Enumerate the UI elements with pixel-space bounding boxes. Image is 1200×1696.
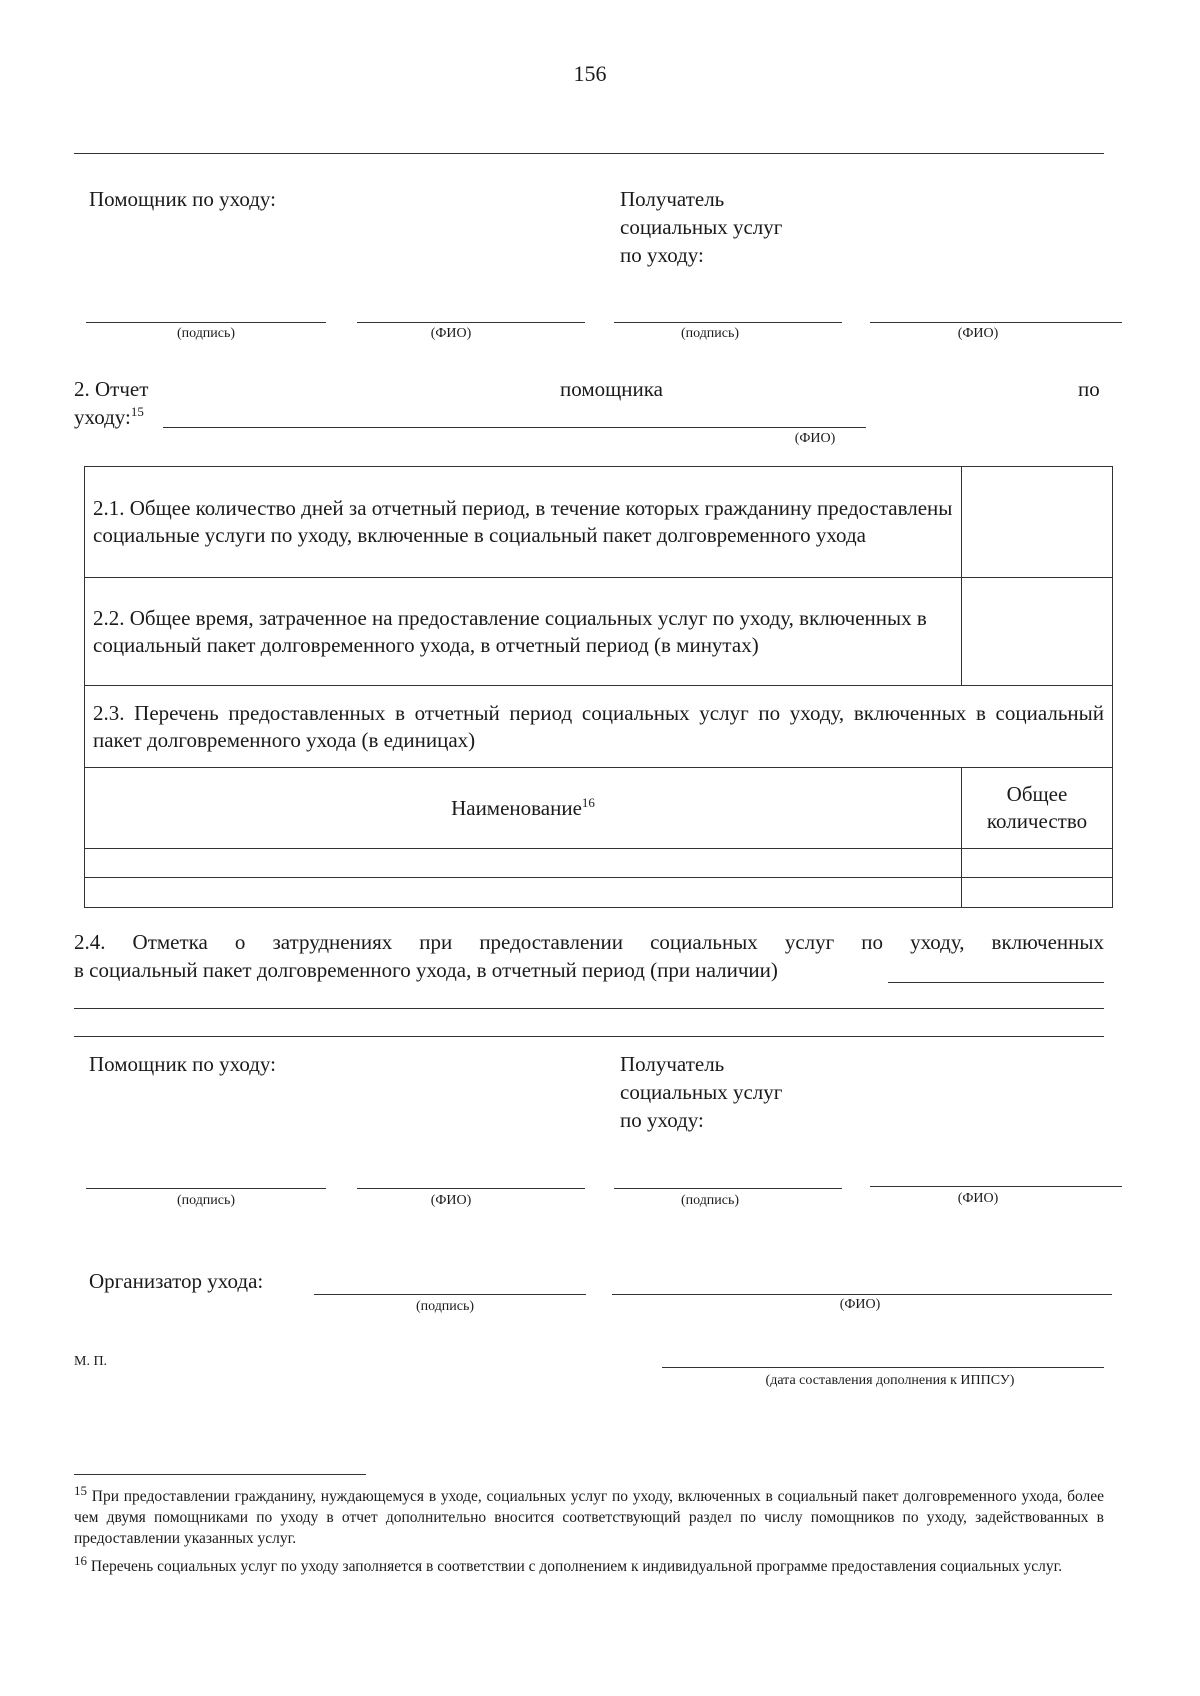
assistant-label: Помощник по уходу:	[89, 1052, 276, 1076]
footnote-16: $^{16}$ Перечень социальных услуг по уходу заполняется в соответствии с дополнением к индивидуальной программе предоставления социальных услуг.	[74, 1552, 1063, 1575]
signature-line	[86, 322, 326, 323]
table-row	[85, 686, 1113, 768]
row-2-2-label: 2.2. Общее время, затраченное на предоставление социальных услуг по уходу, включенных в социальный пакет долговременного ухода, в отчетный период (в минутах)	[85, 578, 962, 686]
top-rule	[74, 153, 1104, 154]
table-header-row	[85, 768, 1113, 849]
row-2-1-label: 2.1. Общее количество дней за отчетный период, в течение которых гражданину предоставлены социальные услуги по уходу, включенные в социальный пакет долговременного ухода	[85, 467, 962, 578]
row-2-2-value[interactable]	[962, 578, 1113, 686]
date-caption: (дата составления дополнения к ИППСУ)	[765, 1373, 1015, 1388]
caption-signature: (подпись)	[680, 326, 740, 341]
signature-line	[614, 1188, 842, 1189]
service-name-cell[interactable]	[85, 878, 962, 908]
caption-signature: (подпись)	[680, 1193, 740, 1208]
signature-line	[614, 322, 842, 323]
difficulties-line	[888, 982, 1104, 983]
section2-word1: 2. Отчет	[74, 377, 149, 401]
organizer-label: Организатор ухода:	[89, 1269, 264, 1293]
column-name-header: Наименование$^{16}$	[85, 768, 962, 849]
section2-word3: по	[1078, 377, 1100, 401]
service-name-cell[interactable]	[85, 849, 962, 878]
section2-word2: помощника	[560, 377, 663, 401]
service-total-cell[interactable]	[962, 849, 1113, 878]
recipient-label: Получатель социальных услуг по уходу:	[620, 1052, 783, 1132]
caption-fio: (ФИО)	[957, 1191, 999, 1206]
caption-fio: (ФИО)	[794, 431, 836, 446]
fio-line	[357, 322, 585, 323]
caption-fio: (ФИО)	[839, 1297, 881, 1312]
table-row	[85, 578, 1113, 686]
section24-line1: 2.4. Отметка о затруднениях при предоставлении социальных услуг по уходу, включенных	[74, 930, 1104, 954]
stamp-mark: М. П.	[74, 1354, 108, 1369]
caption-signature: (подпись)	[415, 1299, 475, 1314]
column-total-header: Общее количество	[962, 768, 1113, 849]
organizer-fio-line	[612, 1294, 1112, 1295]
row-2-3-label: 2.3. Перечень предоставленных в отчетный период социальных услуг по уходу, включенных в социальный пакет долговременного ухода (в единицах)	[85, 686, 1113, 768]
difficulties-line	[74, 1036, 1104, 1037]
assistant-fio-line	[163, 427, 866, 428]
footnote-separator	[74, 1474, 366, 1475]
table-row	[85, 849, 1113, 878]
caption-fio: (ФИО)	[957, 326, 999, 341]
section2-line2: уходу:$^{15}$	[74, 404, 144, 429]
section24-line2: в социальный пакет долговременного ухода, в отчетный период (при наличии)	[74, 958, 778, 982]
footnote-15: $^{15}$ При предоставлении гражданину, нуждающемуся в уходе, социальных услуг по уходу, включенных в социальный пакет долговременного ухода, более чем двумя помощниками по уходу в отчет дополнительно вносится соответствующий раздел по числу помощников по уходу, задействованных в предоставлении указанных услуг.	[74, 1482, 1105, 1547]
caption-signature: (подпись)	[176, 1193, 236, 1208]
date-line	[662, 1367, 1104, 1368]
recipient-label: Получатель социальных услуг по уходу:	[620, 187, 783, 267]
difficulties-line	[74, 1008, 1104, 1009]
table-row	[85, 878, 1113, 908]
organizer-signature-line	[314, 1294, 586, 1295]
fio-line	[870, 1186, 1122, 1187]
caption-signature: (подпись)	[176, 326, 236, 341]
report-table	[84, 466, 1113, 908]
page-number: 156	[573, 61, 607, 86]
row-2-1-value[interactable]	[962, 467, 1113, 578]
caption-fio: (ФИО)	[430, 326, 472, 341]
assistant-label: Помощник по уходу:	[89, 187, 276, 211]
fio-line	[357, 1188, 585, 1189]
table-row	[85, 467, 1113, 578]
service-total-cell[interactable]	[962, 878, 1113, 908]
caption-fio: (ФИО)	[430, 1193, 472, 1208]
signature-line	[86, 1188, 326, 1189]
fio-line	[870, 322, 1122, 323]
